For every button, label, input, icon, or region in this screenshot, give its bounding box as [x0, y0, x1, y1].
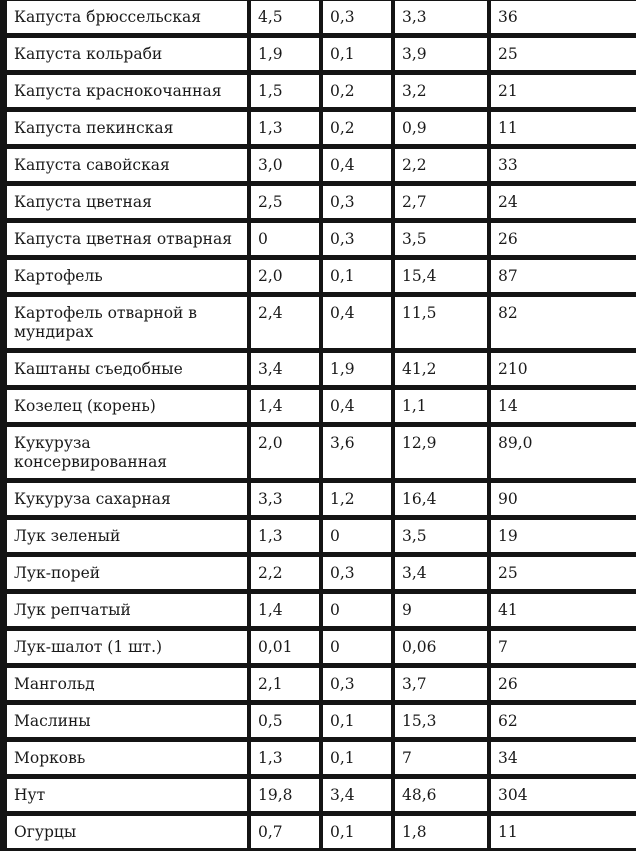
product-name-cell: Мангольд — [7, 668, 247, 700]
carbs-cell: 2,7 — [395, 186, 487, 218]
kcal-cell: 90 — [491, 483, 636, 515]
table-row — [7, 668, 636, 700]
kcal-cell: 304 — [491, 779, 636, 811]
fat-cell: 0,3 — [323, 1, 391, 33]
carbs-cell: 0,06 — [395, 631, 487, 663]
product-name-cell: Каштаны съедобные — [7, 353, 247, 385]
table-row — [7, 353, 636, 385]
fat-cell: 1,9 — [323, 353, 391, 385]
protein-cell: 4,5 — [251, 1, 319, 33]
fat-cell: 0,1 — [323, 38, 391, 70]
table-row — [7, 631, 636, 663]
product-name-cell: Капуста пекинская — [7, 112, 247, 144]
product-name-cell: Лук-порей — [7, 557, 247, 589]
product-name-cell: Капуста брюссельская — [7, 1, 247, 33]
product-name-cell: Капуста кольраби — [7, 38, 247, 70]
protein-cell: 3,4 — [251, 353, 319, 385]
table-row — [7, 779, 636, 811]
protein-cell: 1,3 — [251, 742, 319, 774]
fat-cell: 0 — [323, 594, 391, 626]
protein-cell: 0,5 — [251, 705, 319, 737]
fat-cell: 0,1 — [323, 260, 391, 292]
kcal-cell: 25 — [491, 38, 636, 70]
table-row — [7, 38, 636, 70]
carbs-cell: 3,3 — [395, 1, 487, 33]
kcal-cell: 25 — [491, 557, 636, 589]
fat-cell: 0,3 — [323, 186, 391, 218]
table-row — [7, 483, 636, 515]
protein-cell: 2,1 — [251, 668, 319, 700]
protein-cell: 0 — [251, 223, 319, 255]
carbs-cell: 15,4 — [395, 260, 487, 292]
fat-cell: 0,2 — [323, 112, 391, 144]
carbs-cell: 3,5 — [395, 520, 487, 552]
product-name-cell: Кукуруза сахарная — [7, 483, 247, 515]
fat-cell: 0,1 — [323, 742, 391, 774]
fat-cell: 1,2 — [323, 483, 391, 515]
carbs-cell: 16,4 — [395, 483, 487, 515]
product-name-cell: Капуста цветная — [7, 186, 247, 218]
kcal-cell: 87 — [491, 260, 636, 292]
product-name-cell: Огурцы — [7, 816, 247, 848]
fat-cell: 0 — [323, 631, 391, 663]
protein-cell: 2,0 — [251, 427, 319, 478]
fat-cell: 0,3 — [323, 668, 391, 700]
kcal-cell: 34 — [491, 742, 636, 774]
table-row — [7, 742, 636, 774]
carbs-cell: 9 — [395, 594, 487, 626]
carbs-cell: 3,2 — [395, 75, 487, 107]
table-row — [7, 557, 636, 589]
kcal-cell: 21 — [491, 75, 636, 107]
fat-cell: 0,3 — [323, 223, 391, 255]
table-row — [7, 297, 636, 348]
fat-cell: 0,4 — [323, 390, 391, 422]
table-row — [7, 705, 636, 737]
product-name-cell: Морковь — [7, 742, 247, 774]
product-name-cell: Кукуруза консервированная — [7, 427, 247, 478]
carbs-cell: 15,3 — [395, 705, 487, 737]
product-name-cell: Капуста краснокочанная — [7, 75, 247, 107]
carbs-cell: 3,7 — [395, 668, 487, 700]
product-name-cell: Капуста цветная отварная — [7, 223, 247, 255]
fat-cell: 0 — [323, 520, 391, 552]
kcal-cell: 82 — [491, 297, 636, 348]
table-row — [7, 520, 636, 552]
product-name-cell: Капуста савойская — [7, 149, 247, 181]
protein-cell: 3,3 — [251, 483, 319, 515]
fat-cell: 3,6 — [323, 427, 391, 478]
product-name-cell: Козелец (корень) — [7, 390, 247, 422]
table-row — [7, 816, 636, 848]
product-name-cell: Картофель отварной в мундирах — [7, 297, 247, 348]
product-name-cell: Маслины — [7, 705, 247, 737]
fat-cell: 0,3 — [323, 557, 391, 589]
protein-cell: 1,9 — [251, 38, 319, 70]
fat-cell: 0,4 — [323, 297, 391, 348]
carbs-cell: 7 — [395, 742, 487, 774]
carbs-cell: 48,6 — [395, 779, 487, 811]
protein-cell: 1,3 — [251, 520, 319, 552]
protein-cell: 1,5 — [251, 75, 319, 107]
carbs-cell: 12,9 — [395, 427, 487, 478]
table-row — [7, 149, 636, 181]
fat-cell: 0,2 — [323, 75, 391, 107]
kcal-cell: 11 — [491, 112, 636, 144]
kcal-cell: 89,0 — [491, 427, 636, 478]
carbs-cell: 1,1 — [395, 390, 487, 422]
protein-cell: 2,2 — [251, 557, 319, 589]
table-row — [7, 75, 636, 107]
kcal-cell: 210 — [491, 353, 636, 385]
protein-cell: 1,3 — [251, 112, 319, 144]
kcal-cell: 26 — [491, 223, 636, 255]
product-name-cell: Лук-шалот (1 шт.) — [7, 631, 247, 663]
protein-cell: 2,4 — [251, 297, 319, 348]
kcal-cell: 36 — [491, 1, 636, 33]
carbs-cell: 3,9 — [395, 38, 487, 70]
protein-cell: 3,0 — [251, 149, 319, 181]
protein-cell: 2,0 — [251, 260, 319, 292]
carbs-cell: 2,2 — [395, 149, 487, 181]
kcal-cell: 24 — [491, 186, 636, 218]
carbs-cell: 0,9 — [395, 112, 487, 144]
protein-cell: 19,8 — [251, 779, 319, 811]
kcal-cell: 62 — [491, 705, 636, 737]
fat-cell: 3,4 — [323, 779, 391, 811]
table-row — [7, 186, 636, 218]
table-body — [7, 1, 636, 848]
carbs-cell: 3,5 — [395, 223, 487, 255]
protein-cell: 1,4 — [251, 594, 319, 626]
nutrition-table — [3, 0, 636, 851]
table-row — [7, 112, 636, 144]
kcal-cell: 33 — [491, 149, 636, 181]
table-row — [7, 223, 636, 255]
carbs-cell: 11,5 — [395, 297, 487, 348]
protein-cell: 1,4 — [251, 390, 319, 422]
table-row — [7, 390, 636, 422]
fat-cell: 0,1 — [323, 705, 391, 737]
product-name-cell: Картофель — [7, 260, 247, 292]
product-name-cell: Лук зеленый — [7, 520, 247, 552]
carbs-cell: 1,8 — [395, 816, 487, 848]
table-row — [7, 260, 636, 292]
product-name-cell: Нут — [7, 779, 247, 811]
protein-cell: 0,7 — [251, 816, 319, 848]
table-row — [7, 594, 636, 626]
kcal-cell: 19 — [491, 520, 636, 552]
kcal-cell: 14 — [491, 390, 636, 422]
carbs-cell: 41,2 — [395, 353, 487, 385]
table-row — [7, 427, 636, 478]
table-row — [7, 1, 636, 33]
kcal-cell: 26 — [491, 668, 636, 700]
fat-cell: 0,4 — [323, 149, 391, 181]
kcal-cell: 7 — [491, 631, 636, 663]
protein-cell: 0,01 — [251, 631, 319, 663]
protein-cell: 2,5 — [251, 186, 319, 218]
fat-cell: 0,1 — [323, 816, 391, 848]
kcal-cell: 11 — [491, 816, 636, 848]
carbs-cell: 3,4 — [395, 557, 487, 589]
kcal-cell: 41 — [491, 594, 636, 626]
product-name-cell: Лук репчатый — [7, 594, 247, 626]
